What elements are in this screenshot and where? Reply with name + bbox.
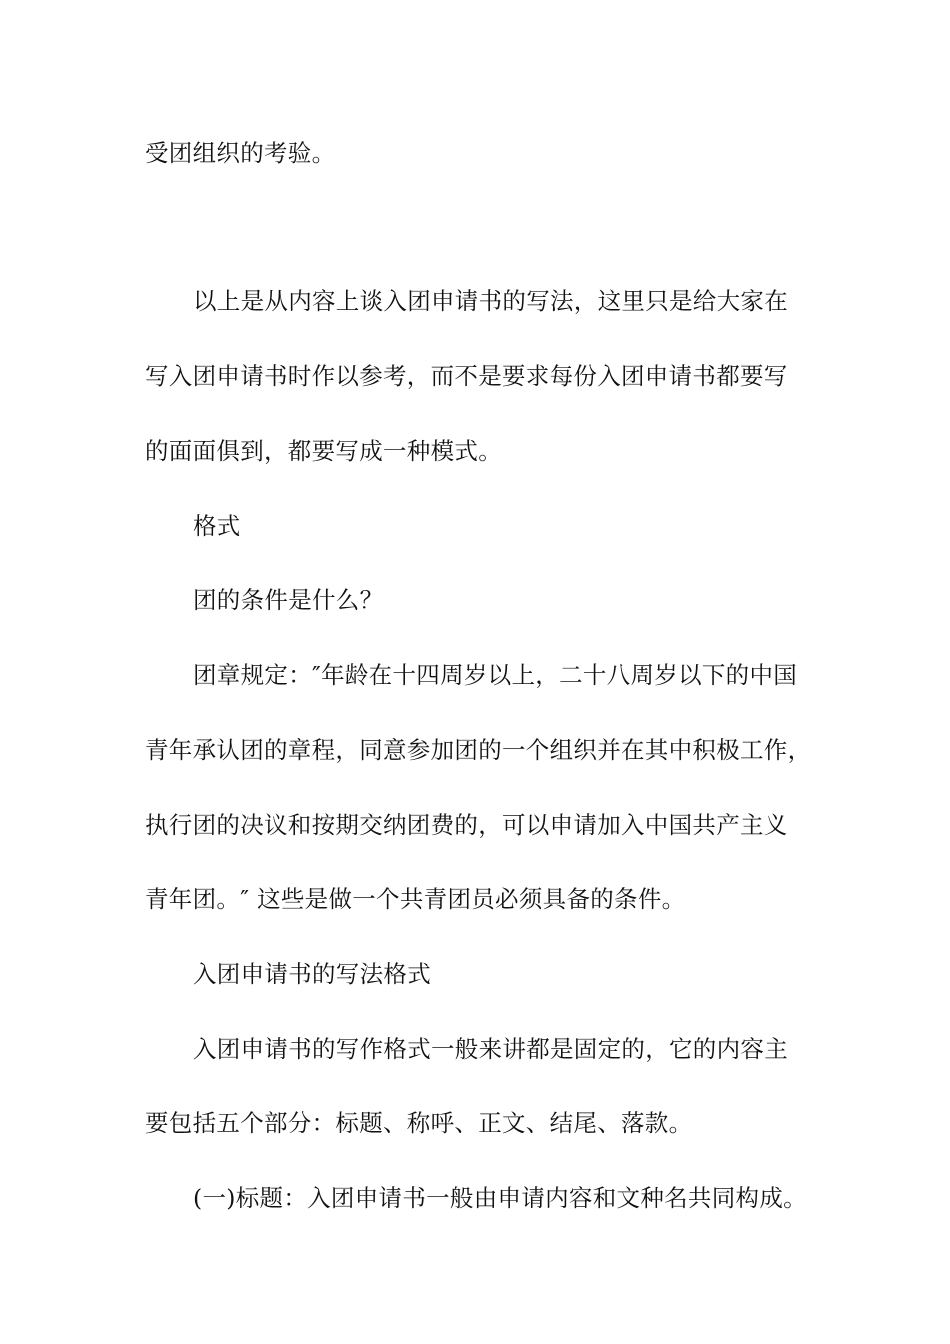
text-line-13: 要包括五个部分：标题、称呼、正文、结尾、落款。 xyxy=(145,1109,693,1137)
text-line-14: (一)标题：入团申请书一般由申请内容和文种名共同构成。 xyxy=(193,1184,807,1212)
text-line-7: 团章规定：″年龄在十四周岁以上，二十八周岁以下的中国 xyxy=(193,661,798,689)
text-line-1: 受团组织的考验。 xyxy=(145,139,336,167)
text-line-4: 的面面俱到，都要写成一种模式。 xyxy=(145,437,502,465)
text-line-10: 青年团。″ 这些是做一个共青团员必须具备的条件。 xyxy=(145,885,686,913)
text-line-9: 执行团的决议和按期交纳团费的，可以申请加入中国共产主义 xyxy=(145,811,788,839)
text-line-3: 写入团申请书时作以参考，而不是要求每份入团申请书都要写 xyxy=(145,362,788,390)
text-line-12: 入团申请书的写作格式一般来讲都是固定的，它的内容主 xyxy=(193,1035,788,1063)
heading-writing-format: 入团申请书的写法格式 xyxy=(193,960,431,988)
text-line-2: 以上是从内容上谈入团申请书的写法，这里只是给大家在 xyxy=(193,287,788,315)
heading-format: 格式 xyxy=(193,512,241,540)
question-line: 团的条件是什么？ xyxy=(193,586,384,614)
text-line-8: 青年承认团的章程，同意参加团的一个组织并在其中积极工作， xyxy=(145,736,812,764)
